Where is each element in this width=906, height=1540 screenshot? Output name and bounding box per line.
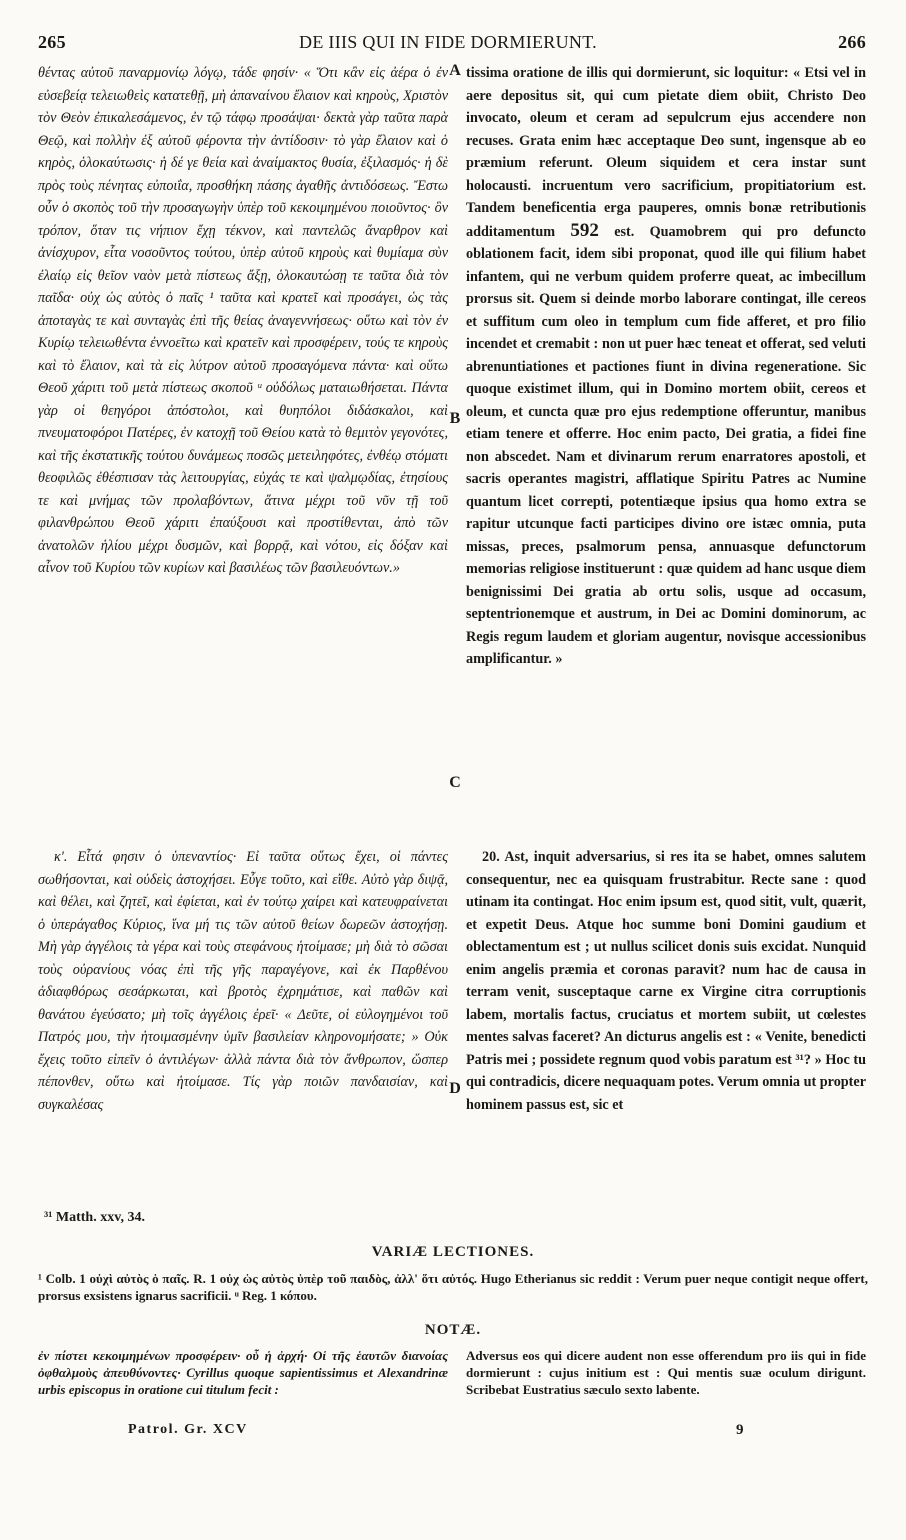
latin-paragraph-1-end: est. Quamobrem qui pro defuncto oblationem facit, idem sibi proponat, quod ille qui filium habet infantem, qui ne verbum quidem proferre queat, ac imbecillum prorsus sit. Quem si deinde morbo laborare contingat, ille cereos et suffitum cum oleo in templum cum fide afferet, et pro filio incendet et cremabit : non ut puer hæc teneat et offerat, sed veluti abrenuntiationes et pactiones fiunt in divina regeneratione. Sic quoque existimet illum, qui in Domino mortem obiit, cereos et oleum, et cuncta quæ pro ejus redemptione offeruntur, manibus etiam tenere et offerre. Hoc enim pacto, Dei gratia, a fidei fine non abscedet. Nam et divinarum rerum enarratores apostoli, et sacris operantes magistri, afflatique Spiritu Patres ac Numine quantum licet correpti, potentiæque ipsius qua homo extra se rapitur utcunque facti participes divino ore istæc omnia, puta missas, preces, psalmorum pensa, annuasque defunctorum memorias religiose instituerunt : quæ quidem ad hanc usque diem benignissimi Dei gratia ab ortu solis, usque ad occasum, septentrionemque et austrum, in Dei ac Domini dominorum, ac Regis regum laudem et gloriam augentur, novisque accessionibus amplificantur. » [466,223,867,667]
running-header [30,32,866,58]
gathering-signature: 9 [736,1422,744,1438]
margin-letter-c: C [449,774,461,791]
greek-column-part-1 [38,62,448,580]
margin-letter-a: A [449,62,461,79]
variae-lectiones-text: ¹ Colb. 1 οὐχὶ αὐτὸς ὁ παῖς. R. 1 οὐχ ὡς αὐτὸς ὑπὲρ τοῦ παιδὸς, ἀλλ' ὅτι αὐτός. Hugo Etherianus sic reddit : Verum puer neque contigit neque offert, prorsus exsistens ignarus sacrificii. ᵘ Reg. 1 κόπου. [38,1271,868,1303]
page-number-left: 265 [38,32,66,52]
series-signature: Patrol. Gr. XCV [128,1422,248,1437]
greek-paragraph-2: κʹ. Εἶτά φησιν ὁ ὑπεναντίος· Εἰ ταῦτα οὕτως ἔχει, οἱ πάντες σωθήσονται, καὶ οὐδεὶς ἀστοχήσει. Εὖγε τοῦτο, καὶ εἴθε. Αὐτὸ γὰρ διψᾷ, καὶ θέλει, καὶ ζητεῖ, καὶ ἐφίεται, καὶ ἐν τούτῳ χαίρει καὶ κατευφραίνεται ὁ ὑπεράγαθος Κύριος, ἵνα μή τις τῶν αὐτοῦ θείων δωρεῶν ἀστοχήσῃ. Μὴ γὰρ ἀγγέλοις τὰ γέρα καὶ τοὺς στεφάνους ἡτοίμασε; μὴ διὰ τὸ σῶσαι τοὺς οὐρανίους νόας ἐπὶ τῆς γῆς παραγέγονε, καὶ ἐκ Παρθένου ἀδιαφθόρως σεσάρκωται, καὶ βροτὸς ἐχρημάτισε, καὶ παθῶν καὶ θανάτου ἐγεύσατο; μὴ τοῖς ἀγγέλοις ἐρεῖ· « Δεῦτε, οἱ εὐλογημένοι τοῦ Πατρός μου, τὴν ἡτοιμασμένην ὑμῖν βασιλείαν κληρονομήσατε; » Οὐκ ἔχεις τοῦτο εἰπεῖν ὁ ἀντιλέγων· ἀλλὰ πάντα διὰ τὸν ἄνθρωπον, ὥσπερ πέπονθεν, οὕτω καὶ ἡτοίμασε. Τίς γὰρ ποιῶν πανδαισίαν, καὶ συγκαλέσας [38,849,448,1113]
notae-title: NOTÆ. [424,1322,482,1338]
margin-letter-b: B [449,410,461,427]
notae-latin: Adversus eos qui dicere audent non esse offerendum pro iis qui in fide dormierunt : cujus initium est : Qui mentis suæ oculum dirigunt. Scribebat Eustratius sæculo sexto labente. [466,1348,866,1397]
notae-greek: ἐν πίστει κεκοιμημένων προσφέρειν· οὗ ἡ ἀρχή· Οἱ τῆς ἑαυτῶν διανοίας ὀφθαλμοὺς ἀπευθύνοντες· Cyrillus quoque sapientissimus et Alexandrinæ urbis episcopus in oratione cui titulum fecit : [38,1348,448,1397]
greek-paragraph-1: θέντας αὐτοῦ παναρμονίῳ λόγῳ, τάδε φησίν· « Ὅτι κἂν εἰς ἀέρα ὁ ἐν εὐσεβείᾳ τελειωθεὶς κατατεθῇ, μὴ ἀπαναίνου ἔλαιον καὶ κηροὺς, Χριστὸν τὸν Θεὸν ἐπικαλεσάμενος, ἐν τῷ τάφῳ προσάψαι· δεκτὰ γὰρ ταῦτα παρὰ Θεῷ, καὶ πολλὴν ἐξ αὐτοῦ φέροντα τὴν ἀντίδοσιν· τὸ γὰρ ἔλαιον καὶ ὁ κηρὸς, ὁλοκαύτωσις· ἡ δέ γε θεία καὶ ἀναίμακτος θυσία, ἐξιλασμός· ἡ δὲ πρὸς τοὺς πένητας εὐποιΐα, προσθήκη πάσης ἀγαθῆς ἀντιδόσεως. Ἔστω οὖν ὁ σκοπὸς τοῦ τὴν προσαγωγὴν ὑπὲρ τοῦ κεκοιμημένου ποιοῦντος· ὃν τρόπον, ὅταν τις νήπιον ἔχῃ τέκνον, καὶ παντελῶς ἄναρθρον καὶ ἀνίσχυρον, εἶτα νοσοῦντος τούτου, ὑπὲρ αὐτοῦ κηροὺς καὶ θυμίαμα σὺν ἐλαίῳ εἰς θεῖον ναὸν μετὰ πίστεως ἄξῃ, ὁλοκαυτώσῃ τε ταῦτα διὰ τὸν παῖδα· οὐχ ὡς αὐτὸς ὁ παῖς ¹ ταῦτα καὶ κρατεῖ καὶ προσάγει, ὡς τὰς ἀποταγὰς τε καὶ συνταγὰς ἐπὶ τῆς θείας ἀναγεννήσεως· οὕτω καὶ τὸν ἐν Κυρίῳ τελειωθέντα ἐννοεῖτω καὶ κρατεῖν καὶ προσφέρειν, τούς τε κηροὺς καὶ τὸ ἔλαιον, καὶ τὰ εἰς λύτρον αὐτοῦ προσαγόμενα πάντα· καὶ οὕτω Θεοῦ χάριτι τοῦ μετὰ πίστεως σκοποῦ ᵘ οὐδόλως ματαιωθήσεται. Πάντα γὰρ οἱ θεηγόροι ἀπόστολοι, καὶ θυηπόλοι διδάσκαλοι, καὶ πνευματοφόροι Πατέρες, ἐν κατοχῇ τοῦ Θείου κατὰ τὸ θεμιτὸν γεγονότες, καὶ τῆς ἐκστατικῆς τούτου δυνάμεως ποσῶς μετειληφότες, ἐνθέῳ στόματι θεοφιλῶς ἐθέσπισαν τὰς λειτουργίας, εὐχάς τε καὶ ψαλμῳδίας, ἐτησίους τε καὶ μνήμας τῶν προλαβόντων, ἅτινα μέχρι τοῦ νῦν τῇ τοῦ φιλανθρώπου Θεοῦ χάριτι ἐπαύξουσι καὶ προστίθενται, ἀπὸ τῶν ἀνατολῶν ἡλίου μέχρι δυσμῶν, καὶ βορρᾷ, καὶ νότου, εἰς δόξαν καὶ αἶνον τοῦ Κυρίου τῶν κυρίων καὶ βασιλέως τῶν βασιλευόντων.» [38,65,448,576]
page-number-right: 266 [838,32,866,52]
variae-lectiones-title: VARIÆ LECTIONES. [371,1244,535,1260]
greek-column-part-2 [38,846,448,1116]
margin-letter-d: D [449,1080,461,1097]
latin-column-part-2 [466,846,866,1116]
footnote: ³¹ Matth. xxv, 34. [44,1210,145,1225]
latin-paragraph-1 [466,62,866,671]
latin-paragraph-1-start: tissima oratione de illis qui dormierunt, sic loquitur: « Etsi vel in aere depositus sit, qui cum pietate diem obiit, Christo Deo invocato, oleum et ceram ad sepulcrum ejus accendere non recuses. Grata enim hæc acceptaque Deo sunt, ingensque ab eo præmium referunt. Oleum siquidem et cera instar sunt holocausti. incruentum vero sacrificium, propitiatorium est. Tandem beneficentia erga pauperes, omnis bonæ retributionis additamentum [466,65,866,240]
latin-paragraph-2: 20. Ast, inquit adversarius, si res ita se habet, omnes salutem consequentur, nec ea quisquam frustrabitur. Recte sane : quod utinam ita contingat. Hoc enim ipsum est, quod sitit, vult, quærit, et expetit Deus. Atque hoc summe boni Domini gaudium et oblectamentum est ; ut nullus scilicet donis suis excidat. Nunquid enim angelis præmia et coronas paravit? num hac de causa in terram venit, susceptaque carne ex Virgine citra corruptionis labem, mortalis factus, cruciatus et mortem subiit, ut cœlestes mentes salvas faceret? An dicturus angelis est : « Venite, benedicti Patris mei ; possidete regnum quod vobis paratum est ³¹? » Hoc tu qui contradicis, dicere nequaquam potes. Verum omnia ut propter hominem passus est, sic et [466,849,866,1113]
column-number: 592 [570,219,599,241]
running-title: DE IIIS QUI IN FIDE DORMIERUNT. [299,32,597,52]
latin-column-part-1 [466,62,866,671]
